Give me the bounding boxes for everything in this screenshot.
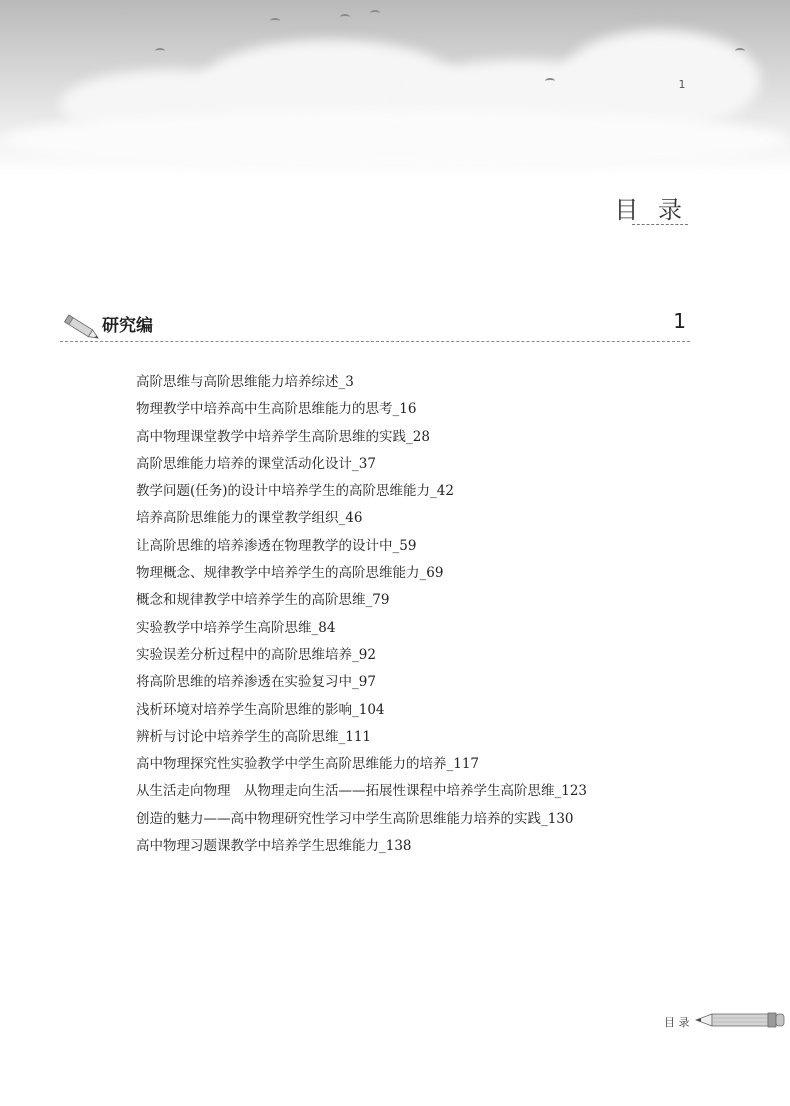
footer-label: 目 录 <box>664 1016 690 1029</box>
page-title: 目 录 <box>614 196 688 224</box>
toc-entry[interactable]: 高阶思维能力培养的课堂活动化设计_37 <box>136 455 376 472</box>
section-page-number: 1 <box>673 309 686 333</box>
toc-entry[interactable]: 物理教学中培养高中生高阶思维能力的思考_16 <box>136 401 417 418</box>
toc-entry[interactable]: 浅析环境对培养学生高阶思维的影响_104 <box>136 701 385 718</box>
toc-entry[interactable]: 高阶思维与高阶思维能力培养综述_3 <box>136 374 354 390</box>
toc-entry[interactable]: 培养高阶思维能力的课堂教学组织_46 <box>136 510 363 527</box>
section-title: 研究编 <box>102 316 153 336</box>
toc-entry[interactable]: 创造的魅力——高中物理研究性学习中学生高阶思维能力培养的实践_130 <box>136 810 574 827</box>
toc-entry[interactable]: 实验误差分析过程中的高阶思维培养_92 <box>136 646 376 663</box>
toc-entry[interactable]: 将高阶思维的培养渗透在实验复习中_97 <box>136 674 376 691</box>
toc-entry[interactable]: 高中物理习题课教学中培养学生思维能力_138 <box>136 838 412 855</box>
pencil-icon <box>60 313 104 343</box>
toc-entry[interactable]: 从生活走向物理 从物理走向生活——拓展性课程中培养学生高阶思维_123 <box>136 783 588 800</box>
toc-entry[interactable]: 让高阶思维的培养渗透在物理教学的设计中_59 <box>136 537 417 554</box>
toc-entry[interactable]: 概念和规律教学中培养学生的高阶思维_79 <box>136 592 390 609</box>
toc-entry[interactable]: 实验教学中培养学生高阶思维_84 <box>136 619 336 636</box>
pencil-icon <box>694 1008 786 1032</box>
toc-list <box>136 369 587 860</box>
toc-entry[interactable]: 辨析与讨论中培养学生的高阶思维_111 <box>136 728 372 745</box>
toc-entry[interactable]: 物理概念、规律教学中培养学生的高阶思维能力_69 <box>136 565 444 582</box>
toc-entry[interactable]: 高中物理课堂教学中培养学生高阶思维的实践_28 <box>136 428 430 445</box>
toc-entry[interactable]: 高中物理探究性实验教学中学生高阶思维能力的培养_117 <box>136 756 480 773</box>
page-number: 1 <box>678 78 686 91</box>
toc-entry[interactable]: 教学问题(任务)的设计中培养学生的高阶思维能力_42 <box>136 483 454 500</box>
section-heading[interactable] <box>60 305 690 342</box>
title-underline <box>632 224 688 225</box>
